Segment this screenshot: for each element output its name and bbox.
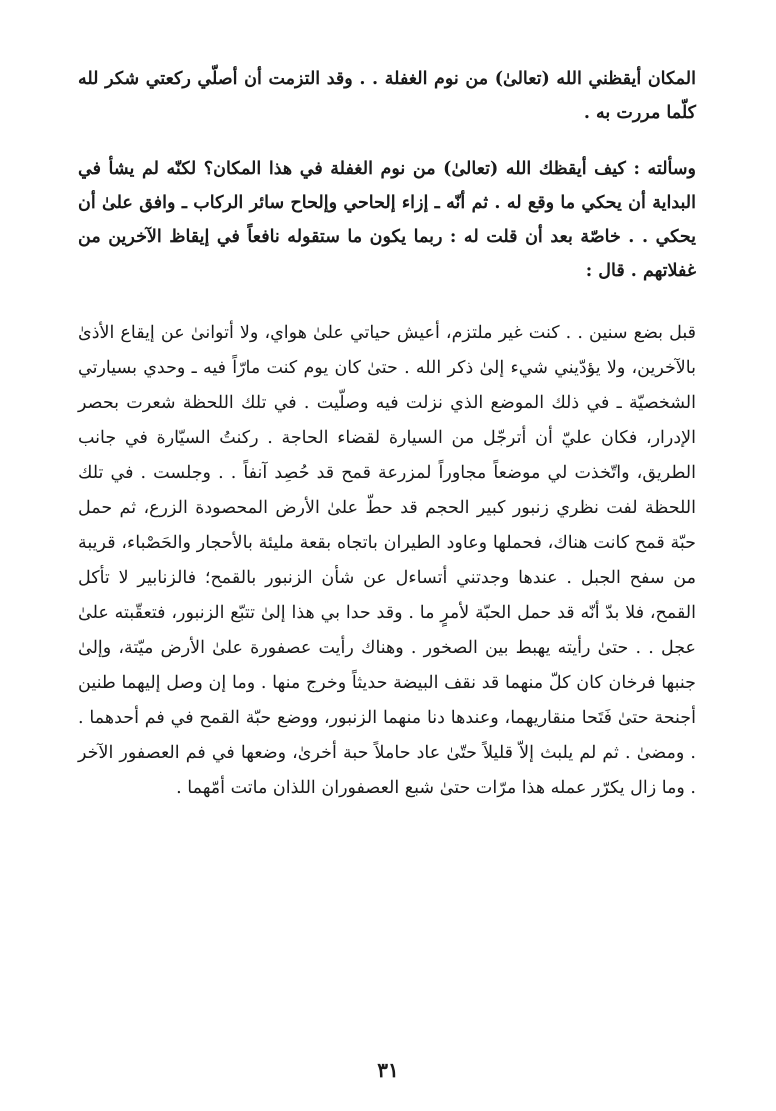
paragraph-story: قبل بضع سنين . . كنت غير ملتزم، أعيش حياتي علىٰ هواي، ولا أتوانىٰ عن إيقاع الأذىٰ بالآخرين، ولا يؤدّيني شيء إلىٰ ذكر الله . حتىٰ كان يوم كنت مارّاً فيه ـ وحدي بسيارتي الشخصيّة ـ في ذلك الموضع الذي نزلت فيه وصلّيت . في تلك اللحظة شعرت بحصر الإدرار، فكان عليّ أن أترجّل من السيارة لقضاء الحاجة . ركنتُ السيّارة في جانب الطريق، واتّخذت لي موضعاً مجاوراً لمزرعة قمح قد حُصِد آنفاً . . وجلست . في تلك اللحظة لفت نظري زنبور كبير الحجم قد حطّ علىٰ الأرض المحصودة الزرع، ثم حمل حبّة قمح كانت هناك، فحملها وعاود الطيران باتجاه بقعة مليئة بالأحجار والحَصْباء، قريبة من سفح الجبل . عندها وجدتني أتساءل عن شأن الزنبور بالقمح؛ فالزنابير لا تأكل القمح، فلا بدّ أنّه قد حمل الحبّة لأمرٍ ما . وقد حدا بي هذا إلىٰ تتبّع الزنبور، فتعقّبته علىٰ عجل . . حتىٰ رأيته يهبط بين الصخور . وهناك رأيت عصفورة علىٰ الأرض ميّتة، وإلىٰ جنبها فرخان كان كلّ منهما قد نقف البيضة حديثاً وخرج منها . وما إن وصل إليهما طنين أجنحة حتىٰ فَتَحا منقاريهما، وعندها دنا منهما الزنبور، ووضع حبّة القمح في فم أحدهما . . ومضىٰ . ثم لم يلبث إلاّ قليلاً حتّىٰ عاد حاملاً حبة أخرىٰ، وضعها في فم العصفور الآخر . وما زال يكرّر عمله هذا مرّات حتىٰ شبع العصفوران اللذان ماتت أمّهما . (78, 323, 696, 798)
book-page (78, 62, 696, 1062)
paragraph-question: وسألته : كيف أيقظك الله (تعالىٰ) من نوم الغفلة في هذا المكان؟ لكنّه لم يشأ في البداية أن يحكي ما وقع له . ثم أنّه ـ إزاء إلحاحي وإلحاح سائر الركاب ـ وافق علىٰ أن يحكي . . خاصّة بعد أن قلت له : ربما يكون ما ستقوله نافعاً في إيقاظ الآخرين من غفلاتهم . قال : (78, 159, 696, 281)
paragraph-continuation: المكان أيقظني الله (تعالىٰ) من نوم الغفلة . . وقد التزمت أن أصلّي ركعتي شكر لله كلّما مررت به . (78, 69, 696, 123)
page-number: ٣١ (377, 1058, 399, 1082)
